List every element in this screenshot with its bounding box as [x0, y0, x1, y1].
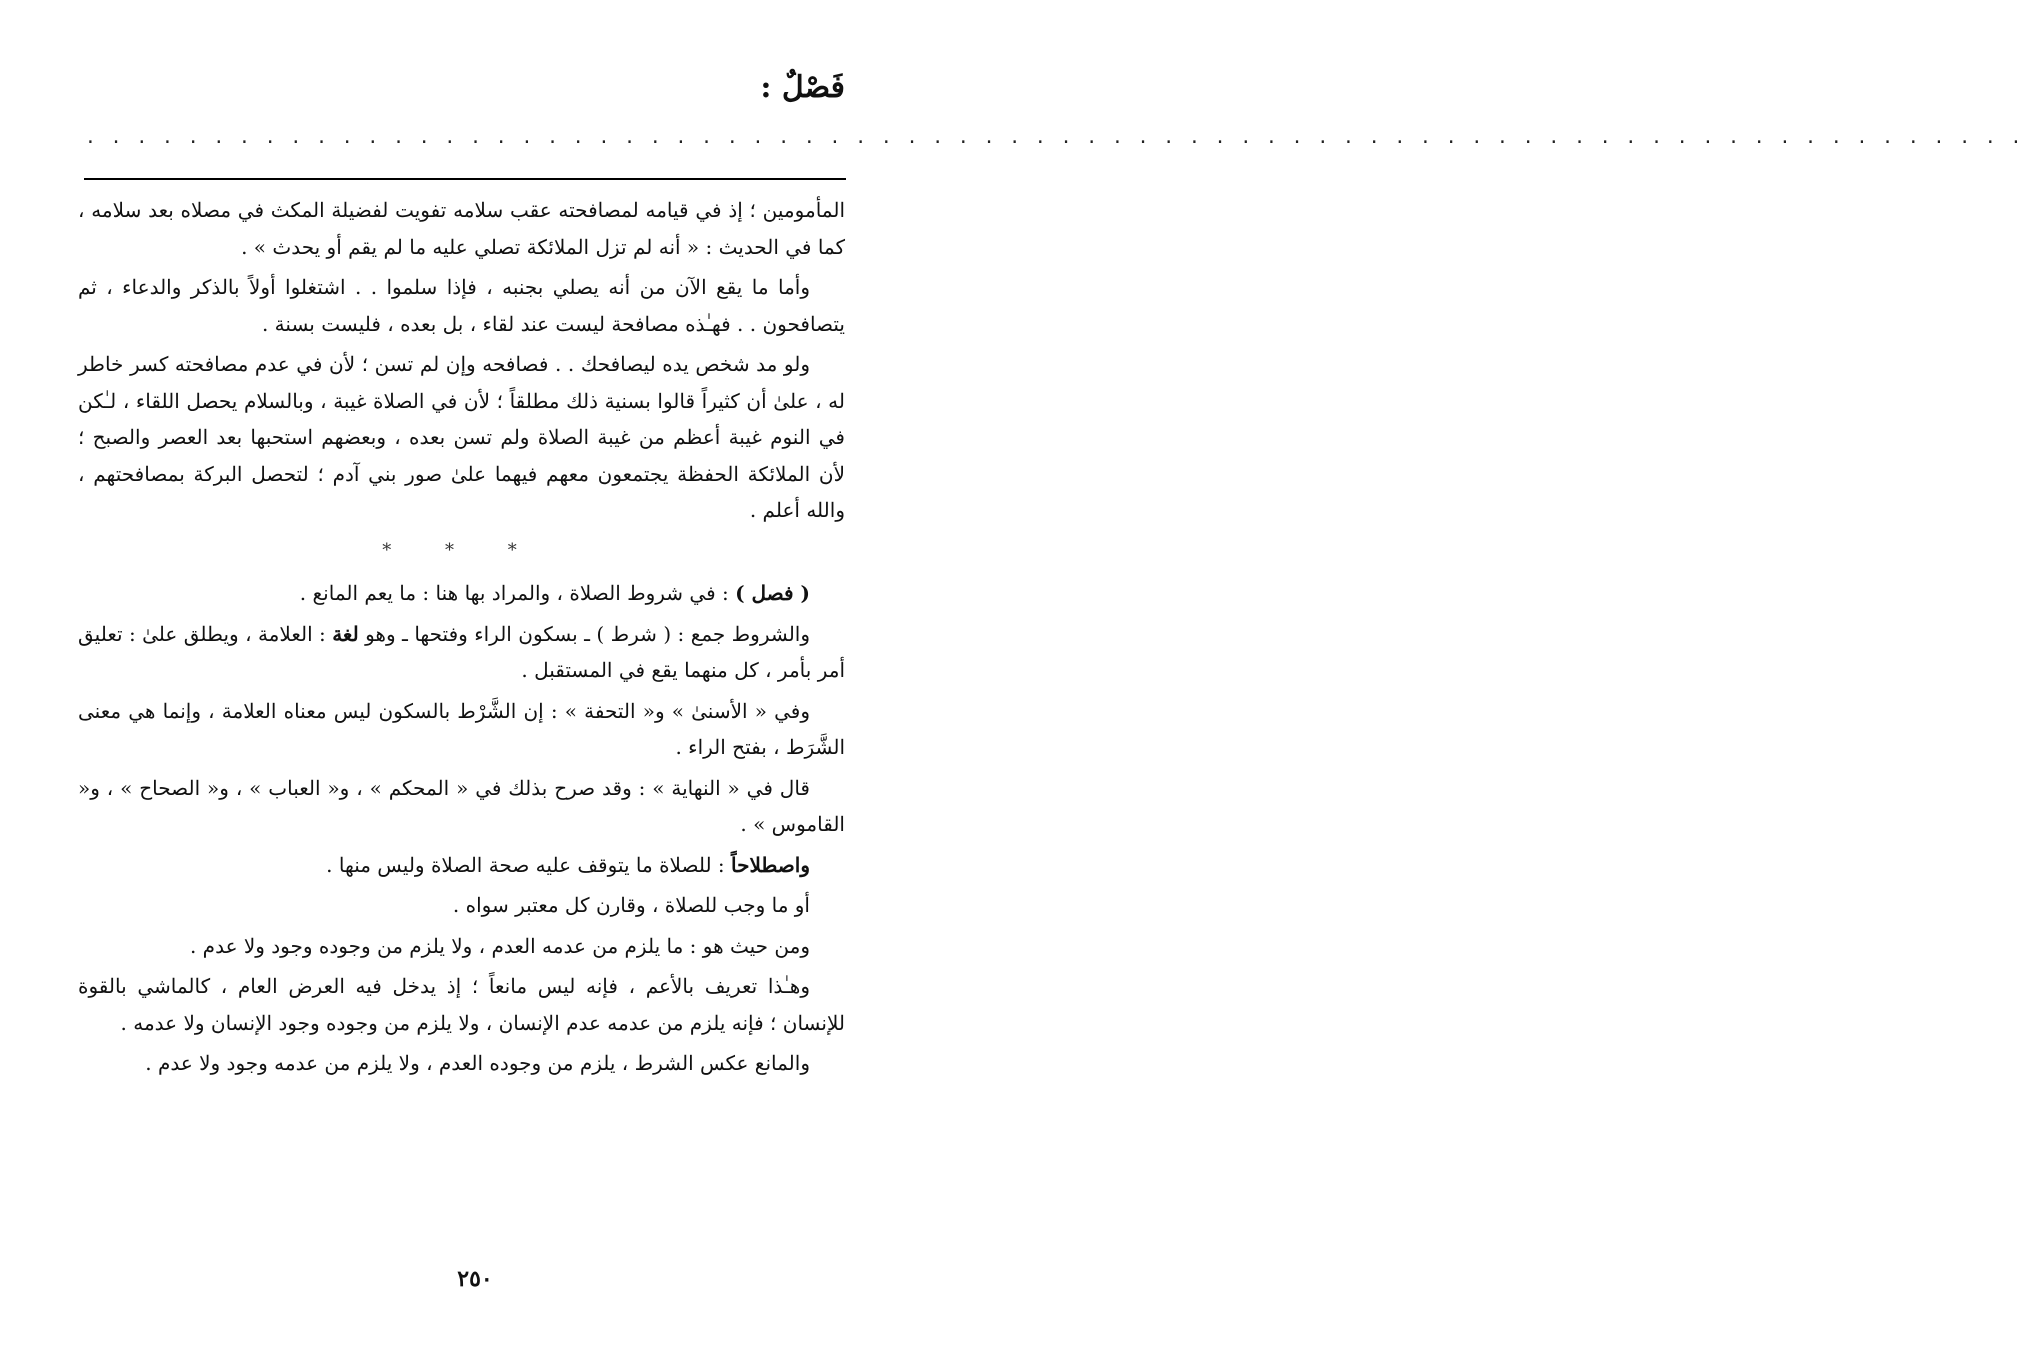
shuroot-text-a: والشروط جمع : ( شرط ) ـ بسكون الراء وفتحها ـ وهو: [365, 621, 811, 646]
horizontal-rule: [84, 178, 846, 180]
section-heading: فَصْلٌ :: [760, 70, 845, 105]
lugha-term: لغة: [332, 621, 359, 646]
paragraph: وهـٰذا تعريف بالأعم ، فإنه ليس مانعاً ؛ إذ يدخل فيه العرض العام ، كالماشي بالقوة للإنسان ؛ فإنه يلزم من عدمه عدم الإنسان ، ولا يلزم من وجوده وجود الإنسان ولا عدمه .: [78, 974, 845, 1035]
paragraph: ومن حيث هو : ما يلزم من عدمه العدم ، ولا يلزم من وجوده وجود ولا عدم .: [189, 933, 810, 958]
main-text: [78, 192, 845, 1086]
paragraph: قال في « النهاية » : وقد صرح بذلك في « المحكم » ، و« العباب » ، و« الصحاح » ، و« القاموس » .: [78, 775, 845, 836]
dotted-separator: · · · · · · · · · · · · · · · · · · · · · · · · · · · · · · · · · · · · · · · · · · · · · · · · · · · · · · · · · · · · · · · · · · · · · · · · · · · ·: [85, 132, 2023, 153]
istilah-term: واصطلاحاً: [731, 852, 810, 877]
paragraph: والمانع عكس الشرط ، يلزم من وجوده العدم ، ولا يلزم من عدمه وجود ولا عدم .: [145, 1051, 810, 1075]
paragraph-shuroot: [78, 616, 845, 689]
fasl-label: ( فصل ): [735, 581, 810, 605]
paragraph: وفي « الأسنىٰ » و« التحفة » : إن الشَّرْط بالسكون ليس معناه العلامة ، وإنما هي معنى الشَّرَط ، بفتح الراء .: [78, 698, 845, 759]
paragraph: أو ما وجب للصلاة ، وقارن كل معتبر سواه .: [452, 893, 810, 917]
paragraph-istilah: [78, 847, 845, 884]
paragraph: وأما ما يقع الآن من أنه يصلي بجنبه ، فإذا سلموا . . اشتغلوا أولاً بالذكر والدعاء ، ثم يتصافحون . . فهـٰذه مصافحة ليست عند لقاء ، بل بعده ، فليست بسنة .: [78, 275, 845, 336]
istilah-text: : للصلاة ما يتوقف عليه صحة الصلاة وليس منها .: [326, 852, 725, 877]
paragraph: المأمومين ؛ إذ في قيامه لمصافحته عقب سلامه تفويت لفضيلة المكث في مصلاه بعد سلامه ، كما في الحديث : « أنه لم تزل الملائكة تصلي عليه ما لم يقم أو يحدث » .: [78, 198, 845, 259]
paragraph-fasl: [78, 575, 845, 612]
page-number: ٢٥٠: [457, 1266, 493, 1292]
section-divider-stars: * * *: [382, 539, 541, 561]
shuroot-text-b: : العلامة ، ويطلق علىٰ : تعليق أمر بأمر ، كل منهما يقع في المستقبل .: [78, 621, 845, 682]
fasl-text: : في شروط الصلاة ، والمراد بها هنا : ما يعم المانع .: [299, 581, 729, 605]
paragraph: ولو مد شخص يده ليصافحك . . فصافحه وإن لم تسن ؛ لأن في عدم مصافحته كسر خاطر له ، علىٰ أن كثيراً قالوا بسنية ذلك مطلقاً ؛ لأن في الصلاة غيبة ، وبالسلام يحصل اللقاء ، لـٰكن في النوم غيبة أعظم من غيبة الصلاة ولم تسن بعده ، وبعضهم استحبها بعد العصر والصبح ؛ لأن الملائكة الحفظة يجتمعون معهم فيهما علىٰ صور بني آدم ؛ لتحصل البركة بمصافحتهم ، والله أعلم .: [78, 352, 845, 522]
